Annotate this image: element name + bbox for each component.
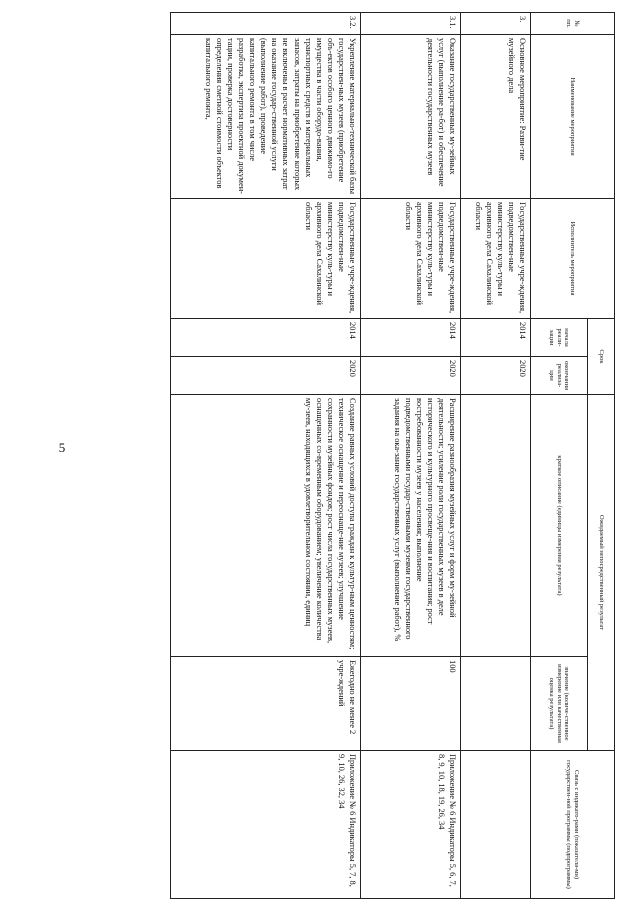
row-end: 2020 — [361, 357, 461, 395]
row-start: 2014 — [461, 319, 531, 357]
row-value: 100 — [361, 657, 461, 751]
row-end: 2020 — [461, 357, 531, 395]
row-link — [461, 751, 531, 899]
header-name: Наименование мероприятия — [531, 35, 615, 199]
table-row — [171, 13, 361, 899]
header-result: Ожидаемый непосредственный результат — [588, 395, 615, 751]
row-end: 2020 — [171, 357, 361, 395]
row-executor: Государственные учре-ждения, подведомствен-ные министерству куль-туры и архивного дела Сахалинской области — [361, 199, 461, 319]
row-desc — [461, 395, 531, 657]
row-value — [461, 657, 531, 751]
row-num: 3.1. — [361, 13, 461, 35]
header-term-start: начала реали-зации — [531, 319, 588, 357]
header-term-end: окончания реализа-ции — [531, 357, 588, 395]
row-desc: Расширение разнообразия музейных услуг и форм му-зейной деятельности; усиление роли государственных музеев в деле исторического и культурного просвеще-ния и воспитания; рост востребованности музеев у населения; выполнение подведомственными государ-ственными музеями государственного задания на ока-зание государственных услуг (выполнение работ), % — [361, 395, 461, 657]
row-value: Ежегодно не менее 2 учре-ждений — [171, 657, 361, 751]
table-row — [361, 13, 461, 899]
row-link: Приложение № 6 Индикаторы 5, 6, 7, 8, 9, 10, 18, 19, 26, 34 — [361, 751, 461, 899]
row-num: 3.2. — [171, 13, 361, 35]
row-name: Оказание государственных му-зейных услуг (выполнение ра-бот) и обеспечение деятельности государственных музеев — [361, 35, 461, 199]
row-executor: Государственные учре-ждения, подведомствен-ные министерству куль-туры и архивного дела Сахалинской области — [171, 199, 361, 319]
header-result-value: значение (количе-ственное измерение или качественная оценка результата) — [531, 657, 588, 751]
table-row — [461, 13, 531, 899]
row-start: 2014 — [171, 319, 361, 357]
header-result-desc: краткое описание (единицы измерения результата) — [531, 395, 588, 657]
rotated-table-container — [96, 12, 615, 898]
row-desc: Создание равных условий доступа граждан к культур-ным ценностям; техническое оснащение и переоснаще-ние музеев; улучшение сохранности музейных фондов; рост числа государственных музеев, оснащенных со-временным оборудованием; увеличение количества му-зеев, находящихся в удовлетворительном состоянии, единиц — [171, 395, 361, 657]
row-name: Основное мероприятие: Разви-тие музейного дела — [461, 35, 531, 199]
header-executor: Исполнитель мероприятия — [531, 199, 615, 319]
row-num: 3. — [461, 13, 531, 35]
row-executor: Государственные учре-ждения, подведомствен-ные министерству куль-туры и архивного дела Сахалинской области — [461, 199, 531, 319]
activities-table — [170, 12, 615, 899]
row-link: Приложение № 6 Индикаторы 5, 7, 8, 9, 10, 26, 32, 34 — [171, 751, 361, 899]
header-term: Срок — [588, 319, 615, 395]
header-num: № пп. — [531, 13, 615, 35]
header-link: Связь с индикато-рами (показателя-ми) государствен-ной программы (подпрограммы) — [531, 751, 615, 899]
page-number: 5 — [58, 440, 66, 455]
row-name: Укрепление материально-технической базы государствен-ных музеев (приобретение объ-ектов особого ценного движимо-го имущества в части оборудо-вания, транспортных средств и материальных запасов, затраты на приобретение которых не включены в расчет нормативных затрат на оказание государ-ственной услуги (выполнение работ), проведение капитального ремонта в том числе разработка, экспертиза проектной докумен-тации, проверка достоверности определения сметной стоимости объектов капитального ремонта, — [171, 35, 361, 199]
row-start: 2014 — [361, 319, 461, 357]
